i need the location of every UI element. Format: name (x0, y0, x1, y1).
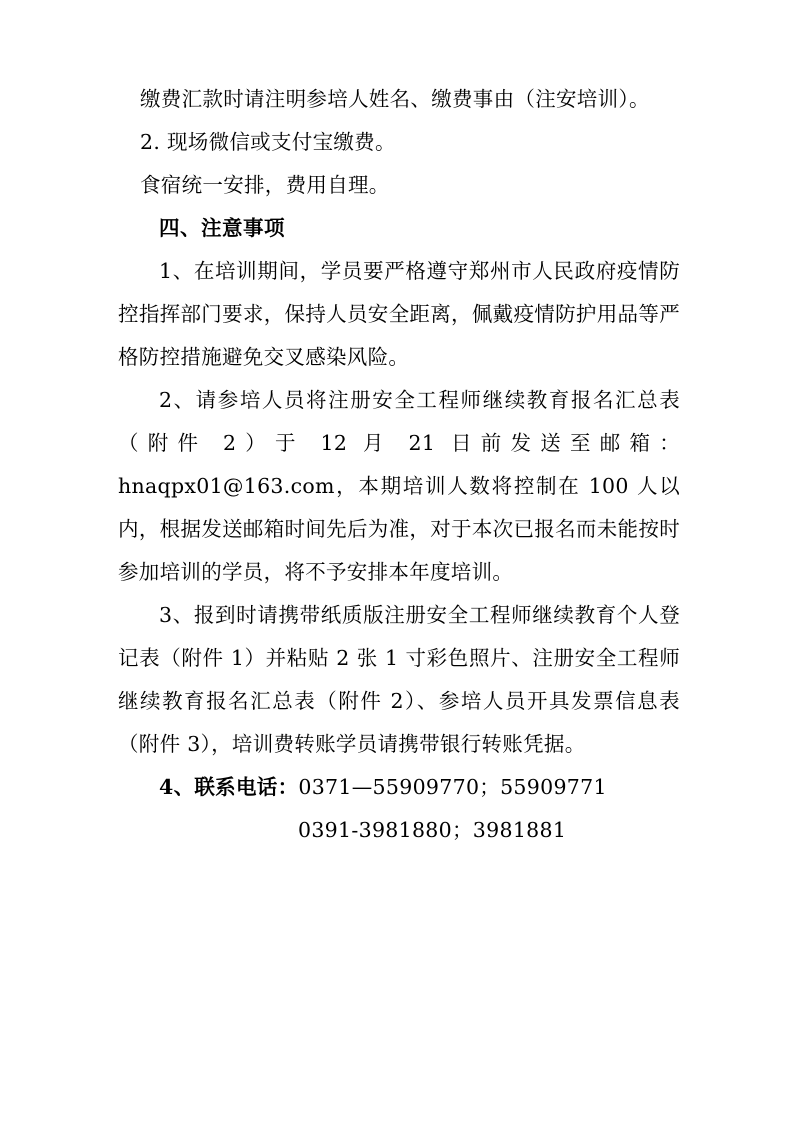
notice-item-2: 2、请参培人员将注册安全工程师继续教育报名汇总表（附件 2）于 12 月 21 日前发送至邮箱：hnaqpx01@163.com，本期培训人数将控制在 100 人以内，根据发送邮箱时间先后为准，对于本次已报名而未能按时参加培训的学员，将不予安排本年度培训。 (118, 388, 680, 584)
paragraph-accommodation-note: 食宿统一安排，费用自理。 (140, 173, 390, 197)
paragraph-payment-note: 缴费汇款时请注明参培人姓名、缴费事由（注安培训）。 (140, 87, 650, 111)
section-heading-notices: 四、注意事项 (159, 216, 285, 240)
paragraph-payment-item-2: 2. 现场微信或支付宝缴费。 (140, 130, 396, 154)
contact-line (118, 766, 680, 809)
contact-primary-number: 0371—55909770；55909771 (298, 775, 607, 799)
contact-secondary-number: 0391-3981880；3981881 (298, 818, 567, 842)
notice-item-3: 3、报到时请携带纸质版注册安全工程师继续教育个人登记表（附件 1）并粘贴 2 张 1 寸彩色照片、注册安全工程师继续教育报名汇总表（附件 2）、参培人员开具发票信息表（附件 3），培训费转账学员请携带银行转账凭据。 (118, 603, 680, 756)
document-body (118, 78, 680, 852)
notice-item-1: 1、在培训期间，学员要严格遵守郑州市人民政府疫情防控指挥部门要求，保持人员安全距离，佩戴疫情防护用品等严格防控措施避免交叉感染风险。 (118, 259, 680, 369)
contact-label: 4、联系电话： (159, 775, 299, 799)
